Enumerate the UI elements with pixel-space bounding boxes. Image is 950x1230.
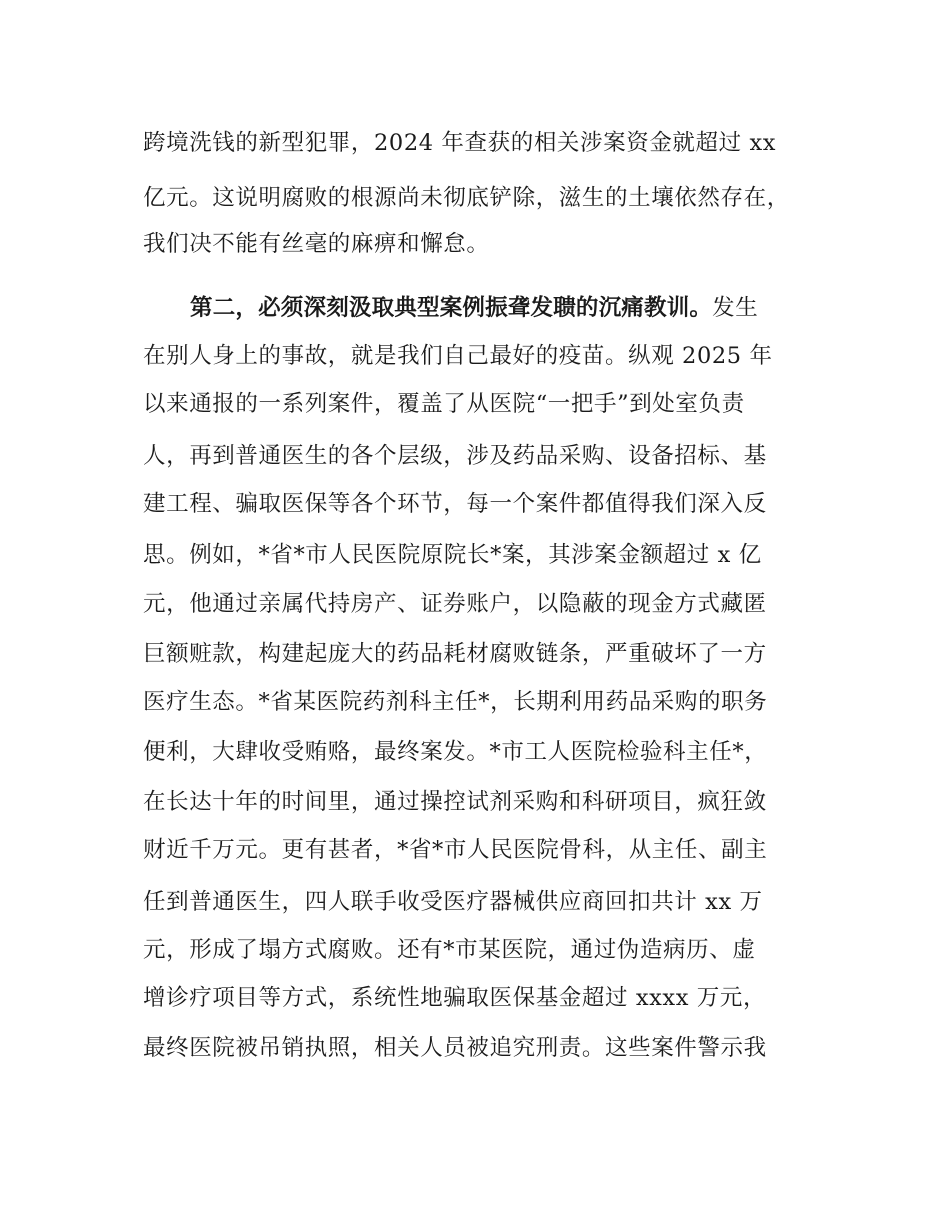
text-line: 思。例如，*省*市人民医院原院长*案，其涉案金额超过 x 亿 [143, 542, 762, 568]
text-line: 任到普通医生，四人联手收受医疗器械供应商回扣共计 xx 万 [143, 889, 763, 915]
text-line: 增诊疗项目等方式，系统性地骗取医保基金超过 xxxx 万元， [143, 985, 767, 1011]
text-line: 人，再到普通医生的各个层级，涉及药品采购、设备招标、基 [143, 443, 767, 469]
text-line: 在别人身上的事故，就是我们自己最好的疫苗。纵观 2025 年 [143, 343, 773, 369]
text-line: 亿元。这说明腐败的根源尚未彻底铲除，滋生的土壤依然存在， [143, 185, 790, 211]
paragraph-first-line [190, 290, 870, 326]
text-line: 便利，大肆收受贿赂，最终案发。*市工人医院检验科主任*， [143, 739, 768, 765]
text-line: 最终医院被吊销执照，相关人员被追究刑责。这些案件警示我 [143, 1035, 767, 1061]
text-line: 建工程、骗取医保等各个环节，每一个案件都值得我们深入反 [143, 491, 767, 517]
text-run: 发生 [712, 295, 759, 321]
text-line: 医疗生态。*省某医院药剂科主任*，长期利用药品采购的职务 [143, 689, 768, 715]
text-line: 我们决不能有丝毫的麻痹和懈怠。 [143, 231, 490, 257]
paragraph-heading: 第二，必须深刻汲取典型案例振聋发聩的沉痛教训。 [190, 295, 713, 321]
text-line: 在长达十年的时间里，通过操控试剂采购和科研项目，疯狂敛 [143, 789, 767, 815]
text-line: 元，他通过亲属代持房产、证券账户，以隐蔽的现金方式藏匿 [143, 591, 767, 617]
text-line: 以来通报的一系列案件，覆盖了从医院“一把手”到处室负责 [143, 391, 745, 417]
text-line: 巨额赃款，构建起庞大的药品耗材腐败链条，严重破坏了一方 [143, 641, 767, 667]
text-line: 元，形成了塌方式腐败。还有*市某医院，通过伪造病历、虚 [143, 937, 756, 963]
text-line: 跨境洗钱的新型犯罪，2024 年查获的相关涉案资金就超过 xx [143, 130, 777, 156]
text-line: 财近千万元。更有甚者，*省*市人民医院骨科，从主任、副主 [143, 837, 768, 863]
